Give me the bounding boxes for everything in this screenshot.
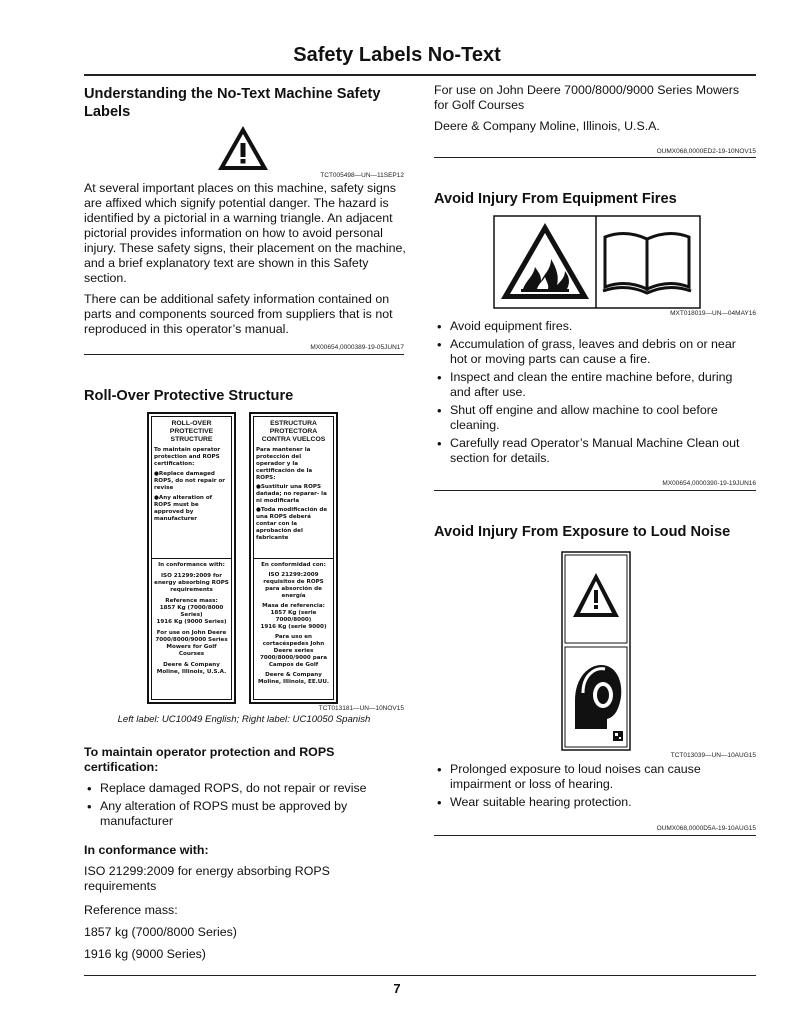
warning-triangle-icon bbox=[215, 123, 271, 173]
section-heading: Roll-Over Protective Structure bbox=[84, 388, 294, 404]
label-mass: 1857 Kg (7000/8000 Series) bbox=[159, 605, 224, 618]
fire-safety-label bbox=[493, 215, 701, 309]
label-company: Deere & Company Moline, Illinois, U.S.A. bbox=[156, 662, 227, 675]
label-iso: ISO 21299:2009 for energy absorbing ROPS requirements bbox=[154, 573, 229, 593]
noise-safety-label bbox=[561, 551, 631, 751]
list-item: • Inspect and clean the entire machine before, during and after use. bbox=[434, 370, 756, 400]
page-number: 7 bbox=[393, 981, 401, 996]
page-title: Safety Labels No-Text bbox=[293, 44, 501, 66]
label-title: ESTRUCTURA PROTECTORA CONTRA VUELCOS bbox=[261, 420, 326, 443]
figure-code: MXT018019—UN—04MAY16 bbox=[670, 310, 756, 317]
label-conformance: En conformidad con: bbox=[261, 562, 326, 568]
figure-code: TCT013039—UN—10AUG15 bbox=[670, 752, 756, 759]
intro-paragraph: At several important places on this machine, safety signs are affixed which signify potential danger. The hazard is identified by a pictorial in a warning triangle. An adjacent pictorial provides information on how to avoid personal injury. These safety signs, their placement on the machine, and a brief explanatory text are shown in this Safety section. bbox=[84, 181, 406, 285]
label-ref: Reference mass: bbox=[165, 598, 218, 604]
section-heading: Understanding the No-Text Machine Safety Labels bbox=[84, 86, 381, 120]
label-intro: To maintain operator protection and ROPS certification: bbox=[154, 447, 221, 467]
list-item: • Accumulation of grass, leaves and debris on or near hot or moving parts can cause a fire. bbox=[434, 337, 756, 367]
label-conformance: In conformance with: bbox=[158, 562, 225, 568]
mass-value: 1916 kg (9000 Series) bbox=[84, 947, 206, 961]
rops-bullets bbox=[84, 781, 404, 829]
iso-text: ISO 21299:2009 for energy absorbing ROPS requirements bbox=[84, 864, 330, 893]
label-use: For use on John Deere 7000/8000/9000 Series Mowers for Golf Courses bbox=[155, 630, 228, 657]
list-item: • Prolonged exposure to loud noises can cause impairment or loss of hearing. bbox=[434, 762, 756, 792]
label-title: ROLL-OVER PROTECTIVE STRUCTURE bbox=[169, 420, 214, 443]
section-divider bbox=[434, 835, 756, 836]
section-divider bbox=[84, 354, 404, 355]
list-item: • Shut off engine and allow machine to cool before cleaning. bbox=[434, 403, 756, 433]
list-item: • Carefully read Operator’s Manual Machine Clean out section for details. bbox=[434, 436, 756, 466]
rops-label-english bbox=[147, 412, 236, 704]
fire-bullets bbox=[434, 319, 756, 466]
label-ref: Masa de referencia: bbox=[262, 603, 325, 609]
mass-value: 1857 kg (7000/8000 Series) bbox=[84, 925, 237, 939]
section-heading: Avoid Injury From Exposure to Loud Noise bbox=[434, 524, 731, 540]
noise-bullets bbox=[434, 762, 756, 810]
label-iso: ISO 21299:2009 requisitos de ROPS para absorción de energía bbox=[263, 572, 324, 599]
figure-caption: Left label: UC10049 English; Right label: UC10050 Spanish bbox=[117, 714, 371, 725]
manual-book-icon bbox=[603, 233, 691, 293]
qr-code-icon bbox=[613, 731, 623, 741]
label-bullet: ●Toda modificación de una ROPS deberá contar con la aprobación del fabricante bbox=[256, 507, 328, 541]
reference-mass-label: Reference mass: bbox=[84, 903, 178, 917]
section-no-text-labels bbox=[84, 85, 414, 121]
label-bullet: ●Any alteration of ROPS must be approved by manufacturer bbox=[154, 495, 213, 522]
header-rule bbox=[84, 74, 756, 76]
section-code: MX00654,0000389-19-05JUN17 bbox=[310, 344, 404, 351]
section-divider bbox=[434, 490, 756, 491]
subheading: In conformance with: bbox=[84, 843, 209, 857]
list-item: • Any alteration of ROPS must be approved by manufacturer bbox=[84, 799, 404, 829]
label-mass: 1857 Kg (serie 7000/8000) bbox=[270, 610, 317, 623]
section-code: OUMX068,0000D5A-19-10AUG15 bbox=[656, 825, 756, 832]
section-code: MX00654,0000390-19-19JUN16 bbox=[662, 480, 756, 487]
list-item: • Wear suitable hearing protection. bbox=[434, 795, 756, 810]
label-mass: 1916 Kg (9000 Series) bbox=[156, 619, 227, 625]
section-divider bbox=[434, 157, 756, 158]
supplier-paragraph: There can be additional safety information contained on parts and components sourced from suppliers that is not reproduced in this operator’s manual. bbox=[84, 292, 393, 336]
label-bullet: ●Sustituir una ROPS dañada; no reparar- la ni modificarla bbox=[256, 484, 327, 504]
company-paragraph: Deere & Company Moline, Illinois, U.S.A. bbox=[434, 119, 660, 133]
figure-code: TCT005498—UN—11SEP12 bbox=[320, 172, 404, 179]
use-paragraph: For use on John Deere 7000/8000/9000 Series Mowers for Golf Courses bbox=[434, 83, 740, 112]
list-item: • Replace damaged ROPS, do not repair or revise bbox=[84, 781, 404, 796]
section-heading: Avoid Injury From Equipment Fires bbox=[434, 191, 677, 207]
label-bullet: ●Replace damaged ROPS, do not repair or revise bbox=[154, 471, 226, 491]
label-intro: Para mantener la protección del operador y la certificación de la ROPS: bbox=[256, 447, 313, 481]
subheading: To maintain operator protection and ROPS certification: bbox=[84, 745, 335, 774]
list-item: • Avoid equipment fires. bbox=[434, 319, 756, 334]
section-code: OUMX068,0000ED2-19-10NOV15 bbox=[656, 148, 756, 155]
rops-label-spanish bbox=[249, 412, 338, 704]
footer-rule bbox=[84, 975, 756, 976]
figure-code: TCT013181—UN—10NOV15 bbox=[318, 705, 404, 712]
label-use: Para uso en cortacéspedes John Deere series 7000/8000/9000 para Campos de Golf bbox=[259, 634, 328, 668]
label-mass: 1916 Kg (serie 9000) bbox=[260, 624, 327, 630]
label-company: Deere & Company Moline, Illinois, EE.UU. bbox=[257, 672, 330, 685]
